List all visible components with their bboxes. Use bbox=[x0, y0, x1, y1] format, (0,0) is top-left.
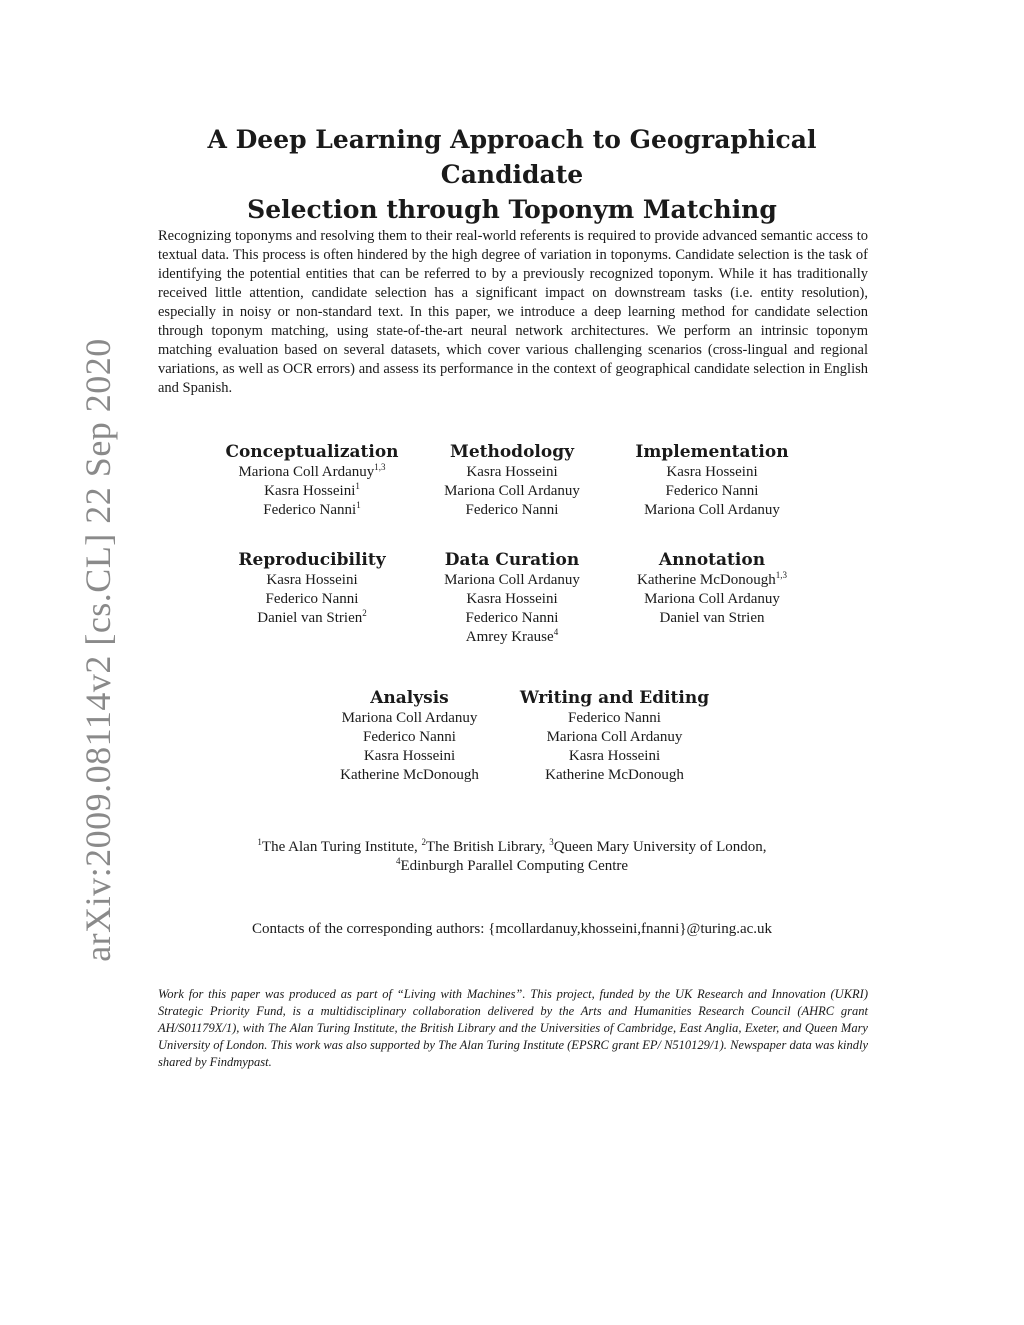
role-names bbox=[612, 463, 812, 520]
author-name: Federico Nanni bbox=[265, 591, 359, 607]
role-title: Data Curation bbox=[444, 550, 580, 570]
author-name: Federico Nanni bbox=[465, 610, 559, 626]
title-line-2: Selection through Toponym Matching bbox=[247, 195, 777, 224]
author-name: Kasra Hosseini bbox=[666, 464, 758, 480]
role-title: Reproducibility bbox=[238, 550, 386, 570]
abstract: Recognizing toponyms and resolving them to their real-world referents is required to provide advanced semantic access to textual data. This process is often hindered by the high degree of variation in toponyms. Candidate selection is the task of identifying the potential entities that can be referred to by a previously recognized toponym. While it has traditionally received little attention, candidate selection has a significant impact on downstream tasks (i.e. entity resolution), especially in noisy or non-standard text. In this paper, we introduce a deep learning method for candidate selection through toponym matching, using state-of-the-art neural network architectures. We perform an intrinsic toponym matching evaluation based on several datasets, which cover various challenging scenarios (cross-lingual and regional variations, as well as OCR errors) and assess its performance in the context of geographical candidate selection in English and Spanish. bbox=[158, 228, 868, 396]
author-name: Katherine McDonough$^{1,3}$ bbox=[637, 570, 787, 588]
author-name: Kasra Hosseini bbox=[568, 748, 661, 764]
role-reproducibility bbox=[212, 549, 412, 647]
author-name: Kasra Hosseini bbox=[266, 572, 358, 588]
author-name: Mariona Coll Ardanuy bbox=[444, 483, 580, 499]
role-writing-editing bbox=[512, 687, 717, 785]
role-title: Methodology bbox=[450, 442, 574, 462]
author-name: Katherine McDonough bbox=[545, 767, 684, 783]
corresponding-contacts: Contacts of the corresponding authors: {mcollardanuy,khosseini,fnanni}@turing.ac.uk bbox=[251, 921, 773, 937]
role-names bbox=[612, 571, 812, 628]
role-names bbox=[412, 571, 612, 647]
role-analysis bbox=[307, 687, 512, 785]
role-names bbox=[212, 571, 412, 628]
roles-row-3 bbox=[0, 687, 1024, 785]
author-name: Amrey Krause$^4$ bbox=[465, 627, 559, 645]
author-name: Kasra Hosseini$^1$ bbox=[264, 481, 360, 499]
author-name: Mariona Coll Ardanuy bbox=[341, 710, 478, 726]
author-name: Federico Nanni bbox=[665, 483, 759, 499]
role-title: Conceptualization bbox=[225, 442, 399, 462]
role-methodology bbox=[412, 441, 612, 520]
affiliation-line-2: $^4$Edinburgh Parallel Computing Centre bbox=[395, 856, 629, 874]
role-data-curation bbox=[412, 549, 612, 647]
author-name: Federico Nanni bbox=[363, 729, 456, 745]
title-line-1: A Deep Learning Approach to Geographical Candidate bbox=[207, 125, 817, 189]
roles-row-2 bbox=[0, 549, 1024, 647]
author-name: Mariona Coll Ardanuy bbox=[644, 502, 780, 518]
role-conceptualization bbox=[212, 441, 412, 520]
funding-note: Work for this paper was produced as part of “Living with Machines”. This project, funded by the UK Research and Innovation (UKRI) Strategic Priority Fund, is a multidisciplinary collaboration delivered by the Arts and Humanities Research Council (AHRC grant AH/S01179X/1), with The Alan Turing Institute, the British Library and the Universities of Cambridge, East Anglia, Exeter, and Queen Mary University of London. This work was also supported by The Alan Turing Institute (EPSRC grant EP/ N510129/1). Newspaper data was kindly shared by Findmypast. bbox=[158, 987, 868, 1069]
role-title: Analysis bbox=[370, 688, 449, 708]
author-name: Mariona Coll Ardanuy bbox=[444, 572, 580, 588]
author-name: Mariona Coll Ardanuy$^{1,3}$ bbox=[238, 462, 386, 480]
arxiv-identifier: arXiv:2009.08114v2 [cs.CL] 22 Sep 2020 bbox=[78, 338, 118, 962]
role-names bbox=[412, 463, 612, 520]
author-name: Mariona Coll Ardanuy bbox=[644, 591, 780, 607]
role-implementation bbox=[612, 441, 812, 520]
role-names bbox=[212, 463, 412, 520]
roles-row-1 bbox=[0, 441, 1024, 520]
author-name: Mariona Coll Ardanuy bbox=[546, 729, 683, 745]
author-name: Katherine McDonough bbox=[340, 767, 479, 783]
author-name: Federico Nanni$^1$ bbox=[263, 500, 361, 518]
author-name: Daniel van Strien$^2$ bbox=[257, 608, 367, 626]
role-names bbox=[307, 709, 512, 785]
author-name: Kasra Hosseini bbox=[466, 591, 558, 607]
author-name: Kasra Hosseini bbox=[363, 748, 456, 764]
affiliations bbox=[0, 838, 1024, 876]
role-title: Implementation bbox=[635, 442, 789, 462]
role-title: Annotation bbox=[658, 550, 766, 570]
author-name: Federico Nanni bbox=[568, 710, 661, 726]
paper-title bbox=[150, 122, 874, 227]
affiliation-line-1: $^1$The Alan Turing Institute, $^2$The British Library, $^3$Queen Mary University of London, bbox=[257, 837, 767, 855]
author-name: Daniel van Strien bbox=[659, 610, 765, 626]
role-title: Writing and Editing bbox=[519, 688, 710, 708]
role-annotation bbox=[612, 549, 812, 647]
author-name: Federico Nanni bbox=[465, 502, 559, 518]
author-name: Kasra Hosseini bbox=[466, 464, 558, 480]
role-names bbox=[512, 709, 717, 785]
